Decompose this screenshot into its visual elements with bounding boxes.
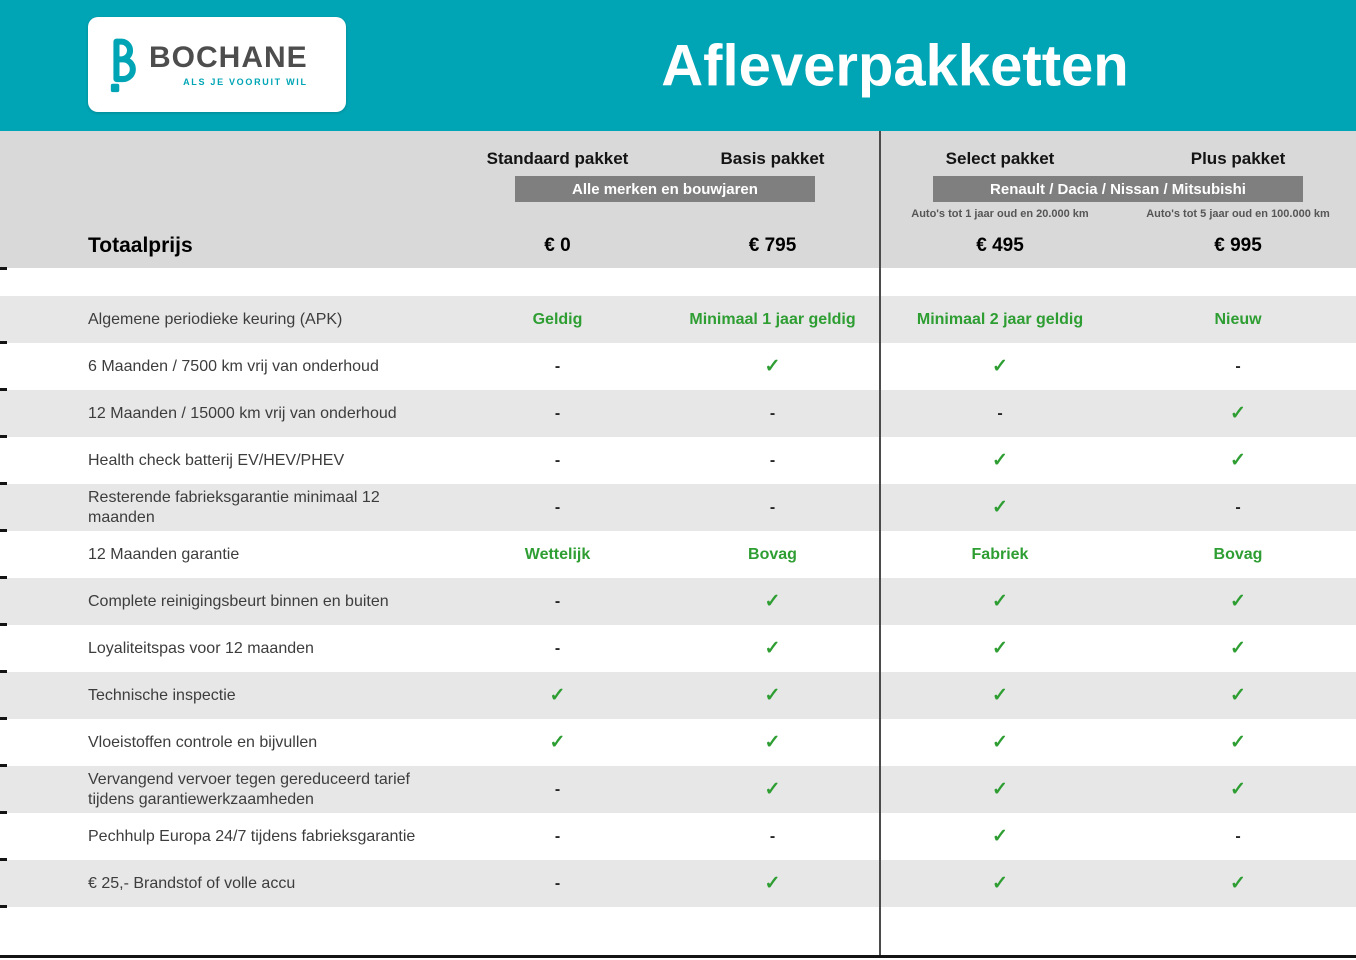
check-icon: ✓ (764, 591, 781, 612)
price-standaard: € 0 (544, 235, 571, 256)
row-label: Resterende fabrieksgarantie minimaal 12 maanden (88, 488, 380, 526)
column-header-select: Select pakket (945, 149, 1055, 168)
check-icon: ✓ (764, 873, 781, 894)
check-icon: ✓ (992, 591, 1008, 612)
total-price-row (0, 225, 1356, 267)
check-icon: ✓ (764, 356, 781, 377)
table-row (0, 719, 1356, 766)
check-icon: ✓ (764, 779, 781, 800)
row-label: 12 Maanden / 15000 km vrij van onderhoud (88, 404, 397, 422)
row-label: Health check batterij EV/HEV/PHEV (88, 451, 345, 469)
check-icon: ✓ (1230, 638, 1246, 659)
dash-mark: - (554, 451, 561, 469)
table-row (0, 531, 1356, 578)
table-row (0, 437, 1356, 484)
price-select: € 495 (976, 235, 1024, 256)
logo-text (149, 40, 308, 87)
check-icon: ✓ (1230, 450, 1246, 471)
check-icon: ✓ (1230, 732, 1246, 753)
bochane-logo (88, 17, 346, 112)
row-label: Algemene periodieke keuring (APK) (88, 310, 343, 328)
check-icon: ✓ (992, 779, 1008, 800)
row-label: 12 Maanden garantie (88, 545, 240, 563)
table-row (0, 672, 1356, 719)
dash-mark: - (554, 498, 561, 516)
check-icon: ✓ (992, 685, 1008, 706)
table-header (0, 131, 1356, 268)
dash-mark: - (769, 451, 776, 469)
dash-mark: - (554, 827, 561, 845)
row-label: Complete reinigingsbeurt binnen en buiten (88, 592, 389, 610)
dash-mark: - (1235, 827, 1241, 845)
dash-mark: - (1235, 498, 1241, 516)
row-label: 6 Maanden / 7500 km vrij van onderhoud (88, 357, 379, 375)
table-row (0, 484, 1356, 531)
check-icon: ✓ (764, 732, 781, 753)
check-icon: ✓ (992, 497, 1008, 518)
column-header-standaard: Standaard pakket (486, 149, 629, 168)
value-text: Bovag (1213, 545, 1263, 563)
price-plus: € 995 (1214, 235, 1262, 256)
page-title: Afleverpakketten (661, 33, 1129, 98)
badge-alle-merken: Alle merken en bouwjaren (515, 176, 815, 202)
check-icon: ✓ (549, 732, 566, 753)
check-icon: ✓ (992, 638, 1008, 659)
row-label: € 25,- Brandstof of volle accu (88, 874, 296, 892)
table-row (0, 296, 1356, 343)
table-row (0, 860, 1356, 907)
check-icon: ✓ (992, 732, 1008, 753)
subnote-plus: Auto's tot 5 jaar oud en 100.000 km (1146, 208, 1330, 220)
check-icon: ✓ (992, 873, 1008, 894)
table-row (0, 578, 1356, 625)
column-header-plus: Plus pakket (1190, 149, 1286, 168)
row-label: Vloeistoffen controle en bijvullen (88, 733, 318, 751)
value-text: Wettelijk (524, 545, 591, 563)
dash-mark: - (1235, 357, 1241, 375)
group-badges-row (0, 175, 1356, 203)
check-icon: ✓ (1230, 685, 1246, 706)
feature-rows (0, 296, 1356, 907)
check-icon: ✓ (1230, 591, 1246, 612)
row-label: Vervangend vervoer tegen gereduceerd tarief tijdens garantiewerkzaamheden (88, 770, 410, 808)
dash-mark: - (554, 357, 561, 375)
value-text: Geldig (532, 310, 583, 328)
price-basis: € 795 (748, 235, 797, 256)
bottom-border (0, 955, 1356, 958)
dash-mark: - (997, 404, 1003, 422)
table-row (0, 813, 1356, 860)
dash-mark: - (554, 874, 561, 892)
check-icon: ✓ (992, 450, 1008, 471)
dash-mark: - (769, 498, 776, 516)
value-text: Fabriek (971, 545, 1029, 563)
value-text: Minimaal 2 jaar geldig (916, 310, 1084, 328)
check-icon: ✓ (1230, 873, 1246, 894)
badge-renault-dacia-nissan-mitsubishi: Renault / Dacia / Nissan / Mitsubishi (933, 176, 1303, 202)
table-row (0, 343, 1356, 390)
logo-tagline-text: ALS JE VOORUIT WIL (183, 76, 308, 87)
value-text: Minimaal 1 jaar geldig (689, 310, 856, 328)
value-text: Nieuw (1214, 310, 1262, 328)
dash-mark: - (769, 404, 776, 422)
column-divider (879, 131, 881, 958)
check-icon: ✓ (1230, 403, 1246, 424)
subnotes-row (0, 203, 1356, 225)
column-headers-row (0, 143, 1356, 175)
row-label: Technische inspectie (88, 686, 236, 704)
check-icon: ✓ (764, 638, 781, 659)
check-icon: ✓ (1230, 779, 1246, 800)
logo-brand-text: BOCHANE (149, 40, 308, 74)
subnote-select: Auto's tot 1 jaar oud en 20.000 km (911, 208, 1089, 220)
header-banner (0, 0, 1356, 131)
table-row (0, 390, 1356, 437)
value-text: Bovag (748, 545, 797, 563)
dash-mark: - (769, 827, 776, 845)
dash-mark: - (554, 592, 561, 610)
table-row (0, 625, 1356, 672)
check-icon: ✓ (992, 826, 1008, 847)
dash-mark: - (554, 639, 561, 657)
dash-mark: - (554, 404, 561, 422)
dash-mark: - (554, 780, 561, 798)
check-icon: ✓ (992, 356, 1008, 377)
column-header-basis: Basis pakket (720, 149, 825, 168)
bochane-key-icon (106, 36, 140, 94)
row-label: Loyaliteitspas voor 12 maanden (88, 639, 314, 657)
table-row (0, 766, 1356, 813)
check-icon: ✓ (764, 685, 781, 706)
total-price-label: Totaalprijs (88, 234, 193, 257)
row-label: Pechhulp Europa 24/7 tijdens fabrieksgarantie (88, 827, 416, 845)
check-icon: ✓ (549, 685, 566, 706)
